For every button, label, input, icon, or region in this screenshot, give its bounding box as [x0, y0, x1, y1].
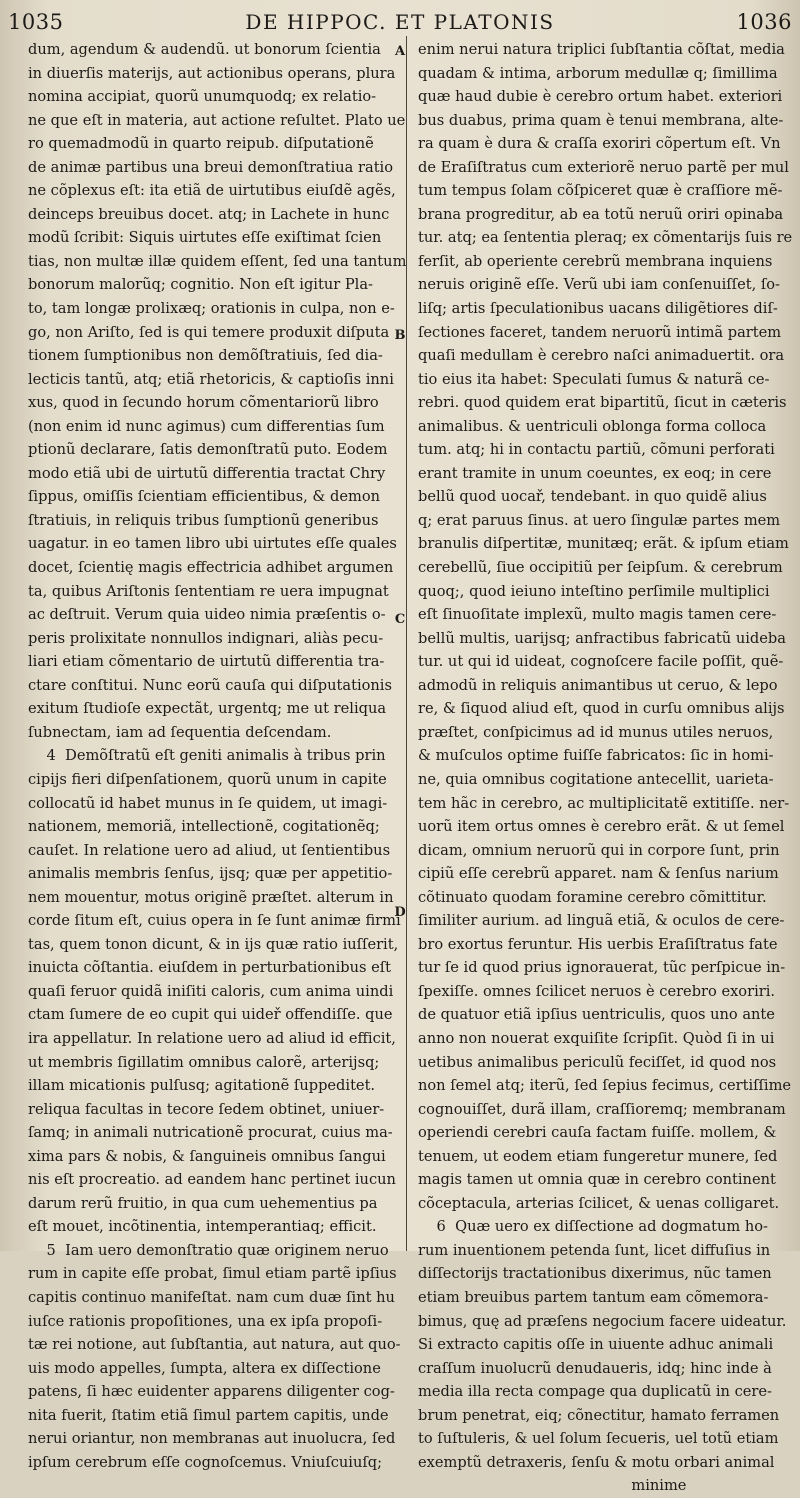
text-line: iuſce rationis propoſitiones, una ex ipſa propoſi- — [28, 1312, 383, 1330]
text-line: uis modo appelles, ſumpta, altera ex diſſectione — [28, 1359, 381, 1377]
text-line: non ſemel atq; iterũ, ſed ſepius fecimus, certiſſime — [418, 1077, 792, 1095]
text-line: bus duabus, prima quam è tenui membrana, alte- — [418, 111, 784, 129]
text-line: brana progreditur, ab ea totũ neruũ oriri opinaba — [418, 205, 784, 223]
text-line: in diuerſis materijs, aut actionibus operans, plura — [28, 64, 396, 82]
text-line: patens, ſi hæc euidenter apparens diligenter cog- — [28, 1383, 395, 1401]
text-line: illam micationis pulſusq; agitationẽ ſuppeditet. — [28, 1077, 376, 1095]
text-line: rum in capite eſſe probat, ſimul etiam partẽ ipſius — [28, 1265, 397, 1283]
text-line: ro quemadmodũ in quarto reipub. diſputationẽ — [28, 135, 374, 153]
text-line: cauſet. In relatione uero ad aliud, ut ſentientibus — [28, 841, 391, 859]
text-line: ctam ſumere de eo cupit qui uideř offendiſſe. que — [28, 1006, 393, 1024]
text-line: eſt mouet, incõtinentia, intemperantiaq; efficit. — [28, 1218, 377, 1236]
text-line: animalis membris ſenſus, ijsq; quæ per appetitio- — [28, 865, 393, 883]
text-line: exemptũ detraxeris, ſenſu & motu orbari animal — [418, 1453, 775, 1471]
text-line: uetibus animalibus periculũ feciſſet, id quod nos — [418, 1053, 777, 1071]
text-line: cipiũ eſſe cerebrũ apparet. nam & ſenſus narium — [418, 865, 779, 883]
text-line: ſippus, omiſſis ſcientiam efficientibus, & demon — [28, 488, 381, 506]
text-line: re, & ſiquod aliud eſt, quod in curſu omnibus alijs — [418, 700, 785, 718]
text-line: tias, non multæ illæ quidem eſſent, ſed una tantum — [28, 252, 407, 270]
text-line: eſt ſinuoſitate implexũ, multo magis tamen cere- — [418, 606, 777, 624]
text-line: tenuem, ut eodem etiam fungeretur munere, ſed — [418, 1147, 778, 1165]
text-line: enim nerui natura triplici ſubſtantia cõſtat, media — [418, 41, 785, 58]
text-line: xima pars & nobis, & ſanguineis omnibus ſangui — [28, 1147, 386, 1165]
text-line: operiendi cerebri cauſa factam fuiſſe. mollem, & — [418, 1124, 777, 1142]
text-line: ra quam è dura & craſſa exoriri cõpertum eſt. Vn — [418, 135, 781, 153]
text-line: ira appellatur. In relatione uero ad aliud id efficit, — [28, 1029, 396, 1047]
text-line: bellũ multis, uarijsq; anfractibus fabricatũ uideba — [418, 629, 786, 647]
text-line: tas, quem tonon dicunt, & in ijs quæ ratio iuſſerit, — [28, 935, 399, 953]
text-line: ferſit, ab operiente cerebrũ membrana inquiens — [418, 252, 773, 270]
text-line: uorũ item ortus omnes è cerebro erãt. & ut ſemel — [418, 818, 785, 836]
text-line: & muſculos optime fuiſſe fabricatos: ſic in homi- — [418, 747, 774, 765]
text-line: to ſuſtuleris, & uel ſolum ſecueris, uel totũ etiam — [418, 1430, 779, 1448]
text-line: inuicta cõſtantia. eiuſdem in perturbationibus eſt — [28, 959, 392, 977]
text-line: Si extracto capitis oſſe in uiuente adhuc animali — [418, 1336, 774, 1354]
text-line: ſamq; in animali nutricationẽ procurat, cuius ma- — [28, 1124, 393, 1142]
text-line: ſubnectam, iam ad ſequentia deſcendam. — [28, 723, 332, 741]
text-line: media illa recta compage qua duplicatũ in cere- — [418, 1383, 772, 1401]
text-line: magis tamen ut omnia quæ in cerebro continent — [418, 1171, 776, 1189]
text-line: craſſum inuolucrũ denudaueris, idq; hinc inde à — [418, 1359, 772, 1377]
text-line: tio eius ita habet: Speculati ſumus & naturã ce- — [418, 370, 770, 388]
text-line: docet, ſcientię magis effectricia adhibet argumen — [28, 559, 394, 577]
text-line: quæ haud dubie è cerebro ortum habet. exteriori — [418, 88, 783, 106]
text-line: to, tam longæ prolixæq; orationis in culpa, non e- — [28, 300, 395, 318]
text-line: tur. ut qui id uideat, cognoſcere facile poſſit, quẽ- — [418, 653, 784, 671]
text-line: ſtratiuis, in reliquis tribus ſumptionũ generibus — [28, 511, 379, 529]
text-line: ut membris ſigillatim omnibus calorẽ, arterijsq; — [28, 1053, 380, 1071]
text-line: de Eraſiſtratus cum exteriorẽ neruo partẽ per mul — [418, 158, 789, 176]
page-number-right: 1036 — [736, 10, 792, 34]
text-line: ſectiones faceret, tandem neruorũ intimã partem — [418, 323, 782, 341]
text-line: 5 Iam uero demonſtratio quæ originem neruo — [28, 1241, 389, 1259]
text-line: cõtinuato quodam foramine cerebro cõmittitur. — [418, 888, 767, 906]
text-line: modo etiã ubi de uirtutũ differentia tractat Chry — [28, 464, 386, 482]
text-line: ne, quia omnibus cogitatione antecellit, uarieta- — [418, 770, 774, 788]
text-line: nerui oriantur, non membranas aut inuolucra, ſed — [28, 1430, 396, 1448]
text-line: nis eſt procreatio. ad eandem hanc pertinet iucun — [28, 1171, 396, 1189]
text-line: cognouiſſet, durã illam, craſſioremq; membranam — [418, 1100, 786, 1118]
column-divider — [406, 36, 407, 1251]
text-line: uagatur. in eo tamen libro ubi uirtutes eſſe quales — [28, 535, 397, 553]
text-line: cipijs fieri diſpenſationem, quorũ unum in capite — [28, 770, 387, 788]
text-line: bimus, quę ad præſens negocium facere uideatur. — [418, 1312, 787, 1330]
text-line: admodũ in reliquis animantibus ut ceruo, & lepo — [418, 676, 778, 694]
text-line: liari etiam cõmentario de uirtutũ differentia tra- — [28, 653, 385, 671]
running-title: DE HIPPOC. ET PLATONIS — [245, 10, 555, 34]
text-line: neruis originẽ eſſe. Verũ ubi iam conſenuiſſet, ſo- — [418, 276, 780, 294]
text-line: bonorum malorũq; cognitio. Non eſt igitur Pla- — [28, 276, 373, 294]
text-line: tionem ſumptionibus non demõſtratiuis, ſed dia- — [28, 347, 383, 365]
text-line: tæ rei notione, aut ſubſtantia, aut natura, aut quo- — [28, 1336, 401, 1354]
right-text-column — [418, 38, 793, 1495]
text-line: peris prolixitate nonnullos indignari, aliàs pecu- — [28, 629, 384, 647]
text-line: xus, quod in ſecundo horum cõmentariorũ libro — [28, 394, 379, 412]
text-line: go, non Ariſto, ſed is qui temere produxit diſputa — [28, 323, 390, 341]
text-line: tur ſe id quod prius ignorauerat, tũc perſpicue in- — [418, 959, 786, 977]
text-line: lecticis tantũ, atq; etiã rhetoricis, & captioſis inni — [28, 370, 394, 388]
text-line: darum rerũ fruitio, in qua cum uehementius pa — [28, 1194, 378, 1212]
text-line: modũ ſcribit: Siquis uirtutes eſſe exiſtimat ſcien — [28, 229, 382, 247]
text-line: ne cõplexus eſt: ita etiã de uirtutibus eiuſdẽ agẽs, — [28, 182, 396, 200]
text-line: (non enim id nunc agimus) cum differentias ſum — [28, 417, 385, 435]
text-line: corde ſitum eſt, cuius opera in ſe ſunt animæ firmi — [28, 912, 401, 930]
text-line: animalibus. & uentriculi oblonga forma colloca — [418, 417, 767, 435]
text-line: brum penetrat, eiq; cõnectitur, hamato ferramen — [418, 1406, 780, 1424]
text-line: ta, quibus Ariſtonis ſententiam re uera impugnat — [28, 582, 389, 600]
text-line: bellũ quod uocař, tendebant. in quo quidẽ alius — [418, 488, 767, 506]
page-number-left: 1035 — [8, 10, 64, 34]
text-line: branulis diſpertitæ, munitæq; erãt. & ipſum etiam — [418, 535, 789, 553]
text-line: quadam & intima, arborum medullæ q; ſimillima — [418, 64, 778, 82]
text-line: de quatuor etiã ipſius uentriculis, quos uno ante — [418, 1006, 775, 1024]
text-line: dum, agendum & audendũ. ut bonorum ſcientia — [28, 41, 381, 58]
text-line: nationem, memoriã, intellectionẽ, cogitationẽq; — [28, 818, 380, 836]
margin-marker-d: D — [394, 905, 406, 920]
text-line: collocatũ id habet munus in ſe quidem, ut imagi- — [28, 794, 388, 812]
text-line: 4 Demõſtratũ eſt geniti animalis à tribus prin — [28, 747, 386, 765]
text-line: ſpexiſſe. omnes ſcilicet neruos è cerebro exoriri. — [418, 982, 776, 1000]
text-line: nomina accipiat, quorũ unumquodq; ex relatio- — [28, 88, 377, 106]
text-line: minime — [418, 1477, 687, 1495]
margin-marker-a: A — [394, 44, 406, 59]
text-line: tur. atq; ea ſententia pleraq; ex cõmentarijs ſuis re — [418, 229, 793, 247]
text-line: anno non nouerat exquiſite ſcripſit. Quòd ſi in ui — [418, 1029, 775, 1047]
text-line: diſſectorijs tractationibus dixerimus, nũc tamen — [418, 1265, 772, 1283]
text-line: rebri. quod quidem erat bipartitũ, ſicut in cæteris — [418, 394, 787, 412]
text-line: ipſum cerebrum eſſe cognoſcemus. Vniuſcuiuſq; — [28, 1453, 383, 1471]
margin-marker-c: C — [394, 612, 406, 627]
text-line: rum inuentionem petenda ſunt, licet diffuſius in — [418, 1241, 771, 1259]
text-line: tum. atq; hi in contactu partiũ, cõmuni perforati — [418, 441, 775, 459]
text-line: bro exortus feruntur. His uerbis Eraſiſtratus fate — [418, 935, 778, 953]
text-line: cerebellũ, ſiue occipitiũ per ſeipſum. & cerebrum — [418, 559, 783, 577]
text-line: q; erat paruus ſinus. at uero ſingulæ partes mem — [418, 511, 781, 529]
text-line: ptionũ declarare, ſatis demonſtratũ puto. Eodem — [28, 441, 388, 459]
text-line: deinceps breuibus docet. atq; in Lachete in hunc — [28, 205, 390, 223]
text-line: nem mouentur, motus originẽ præſtet. alterum in — [28, 888, 394, 906]
text-line: exitum ſtudioſe expectãt, urgentq; me ut reliqua — [28, 700, 387, 718]
text-line: dicam, omnium neruorũ qui in corpore ſunt, prin — [418, 841, 780, 859]
text-line: nita fuerit, ſtatim etiã ſimul partem capitis, unde — [28, 1406, 389, 1424]
text-line: 6 Quæ uero ex diſſectione ad dogmatum ho- — [418, 1218, 768, 1236]
left-text-column — [28, 38, 407, 1471]
running-header — [8, 4, 792, 40]
text-line: tem hãc in cerebro, ac multiplicitatẽ extitiſſe. ner- — [418, 794, 790, 812]
text-line: præſtet, conſpicimus ad id munus utiles neruos, — [418, 723, 774, 741]
text-line: quoq;, quod ieiuno inteſtino perſimile multiplici — [418, 582, 770, 600]
text-line: reliqua facultas in tecore ſedem obtinet, uniuer- — [28, 1100, 385, 1118]
text-line: tum tempus ſolam cõſpiceret quæ è craſſiore mẽ- — [418, 182, 783, 200]
text-line: de animæ partibus una breui demonſtratiua ratio — [28, 158, 394, 176]
margin-marker-b: B — [394, 328, 406, 343]
text-line: ac deſtruit. Verum quia uideo nimia præſentis o- — [28, 606, 386, 624]
text-line: cõceptacula, arterias ſcilicet, & uenas colligaret. — [418, 1194, 780, 1212]
text-line: ne que eſt in materia, aut actione reſultet. Plato ue — [28, 111, 406, 129]
text-line: liſq; artis ſpeculationibus uacans diligẽtiores diſ- — [418, 300, 778, 318]
text-line: capitis continuo manifeſtat. nam cum duæ ſint hu — [28, 1288, 395, 1306]
text-line: ctare conſtitui. Nunc eorũ cauſa qui diſputationis — [28, 676, 392, 694]
text-line: ſimiliter aurium. ad linguã etiã, & oculos de cere- — [418, 912, 785, 930]
text-line: erant tramite in unum coeuntes, ex eoq; in cere — [418, 464, 772, 482]
text-line: quaſi feruor quidã iniſiti caloris, cum anima uindi — [28, 982, 394, 1000]
text-line: quaſi medullam è cerebro naſci animaduertit. ora — [418, 347, 785, 365]
text-line: etiam breuibus partem tantum eam cõmemora- — [418, 1288, 769, 1306]
